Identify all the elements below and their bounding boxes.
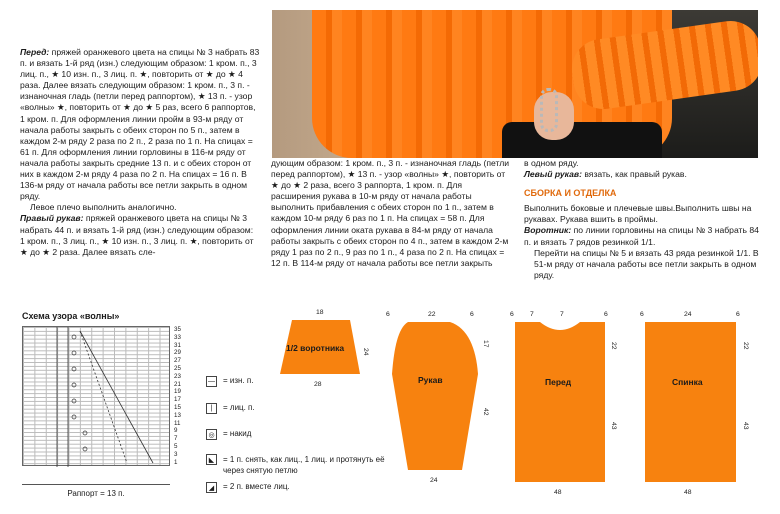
left-sleeve-heading: Левый рукав: — [524, 169, 582, 180]
row-number: 15 — [174, 403, 181, 411]
row-number: 35 — [174, 326, 181, 333]
back-top-mid-dim: 24 — [684, 311, 692, 318]
collar-pattern — [280, 309, 369, 388]
collar-heading: Воротник: — [524, 225, 572, 236]
legend-text: = лиц. п. — [223, 403, 255, 412]
legend-text: = 2 п. вместе лиц. — [223, 482, 290, 491]
sleeve-bottom-dim: 24 — [430, 477, 438, 484]
row-number: 19 — [174, 388, 181, 396]
collar-top-dim: 18 — [316, 309, 324, 316]
row-number: 17 — [174, 396, 181, 404]
back-pattern — [640, 311, 749, 496]
scheme-title: Схема узора «волны» — [22, 311, 120, 321]
front-top-left-dim: 6 — [510, 311, 514, 318]
front-shape — [515, 322, 605, 482]
row-number: 23 — [174, 372, 181, 380]
front-pattern — [510, 311, 617, 496]
row-number: 29 — [174, 349, 181, 357]
collar-text: по линии горловины на спицы № 3 набрать 84 п. и вязать 7 рядов резинкой 1/1. — [524, 225, 759, 247]
sleeve-label: Рукав — [418, 375, 443, 385]
front-label: Перед — [545, 377, 572, 387]
sleeve-top-right-dim: 6 — [470, 311, 474, 318]
collar-side-dim: 24 — [362, 348, 369, 356]
bar-symbol-icon: | — [206, 403, 217, 414]
row-number: 21 — [174, 380, 181, 388]
front-top-right-dim: 6 — [604, 311, 608, 318]
row-number: 31 — [174, 341, 181, 349]
row-number: 25 — [174, 364, 181, 372]
back-side-bottom-dim: 43 — [742, 422, 749, 430]
front-bottom-dim: 48 — [554, 489, 562, 496]
collar-finish-paragraph: Перейти на спицы № 5 и вязать 43 ряда резинкой 1/1. В 51-м ряду от начала работы все петли закрыть в одном ряду. — [534, 247, 759, 280]
right-sleeve-text: пряжей оранжевого цвета на спицы № 3 набрать 44 п. и вязать 1-й ряд (изн.) следующим образом: 1 кром. п., 3 лиц. п., ★ 10 изн. п., 3 лиц. п. ★, повторить от ★ до ★ 2 раза. Далее вязать сле- — [20, 213, 254, 257]
assembly-paragraph: Выполнить боковые и плечевые швы.Выполнить швы на рукавах. Рукава вшить в проймы. — [524, 203, 752, 225]
legend-text: = накид — [223, 429, 252, 438]
circle-symbol-icon: ◎ — [206, 429, 217, 440]
row-number: 1 — [174, 458, 178, 466]
back-side-top-dim: 22 — [742, 342, 749, 350]
triangle-left-symbol-icon: ◢ — [206, 482, 217, 493]
assembly-section-title: СБОРКА И ОТДЕЛКА — [524, 188, 617, 199]
front-neck-dim: 7 — [560, 311, 564, 318]
back-shape — [645, 322, 736, 482]
sleeve-side-top-dim: 17 — [482, 340, 489, 348]
left-sleeve-text: вязать, как правый рукав. — [581, 169, 687, 180]
back-top-left-dim: 6 — [640, 311, 644, 318]
left-shoulder-paragraph: Левое плечо выполнить аналогично. — [30, 202, 177, 213]
row-number: 27 — [174, 357, 181, 365]
sleeve-top-left-dim: 6 — [386, 311, 390, 318]
front-heading: Перед: — [20, 47, 50, 57]
front-side-top-dim: 22 — [610, 342, 617, 350]
back-top-right-dim: 6 — [736, 311, 740, 318]
row-number: 9 — [174, 427, 178, 435]
front-text: пряжей оранжевого цвета на спицы № 3 набрать 83 п. и вязать 1-й ряд (изн.) следующим образом: 1 кром. п., 3 лиц. п., ★ 10 изн. п., 3 лиц. п. ★, повторить от ★ до ★ 4 раза. Далее вязать следующим образом: 1 кром. п., 3 п. - изнаночная гладь (петли перед раппортом), ★ 13 п. - узор «волны» ★, повторить от ★ до ★ 5 раз, всего 6 раппортов, 1 кром. п. Для оформления линии пройм в 93-м ряду от начала работы закрыть с обеих сторон по 5 п., затем в каждом 2-м ряду 2 раза по 2 п., 2 раза по 1 п. На спицах = 61 п. Для оформления линии горловины в 116-м ряду от начала работы закрыть средние 13 п. и с обеих сторон от них в каждом 2-м ряду 4 раза по 2 п. На спицах = 16 п. В 136-м ряду от начала работы все петли закрыть в одном ряду. — [20, 47, 260, 202]
sleeve-side-bottom-dim: 42 — [482, 408, 489, 416]
triangle-right-symbol-icon: ◣ — [206, 454, 217, 465]
legend-text: = 1 п. снять, как лиц., 1 лиц. и протянуть её через снятую петлю — [223, 455, 385, 475]
sleeve-top-mid-dim: 22 — [428, 311, 436, 318]
dash-symbol-icon: — — [208, 378, 215, 385]
back-bottom-dim: 48 — [684, 489, 692, 496]
row-number: 5 — [174, 442, 178, 450]
sleeve-pattern — [386, 311, 489, 484]
legend-text: = изн. п. — [223, 376, 254, 385]
row-number: 33 — [174, 333, 181, 341]
right-sleeve-heading: Правый рукав: — [20, 213, 84, 224]
row-number: 13 — [174, 411, 181, 419]
row-number: 11 — [174, 419, 181, 427]
front-side-bottom-dim: 43 — [610, 422, 617, 430]
sleeve-shape — [392, 322, 478, 470]
collar-label: 1/2 воротника — [286, 343, 345, 353]
front-top-mid-dim: 7 — [530, 311, 534, 318]
row-number: 3 — [174, 450, 178, 458]
row-number: 7 — [174, 435, 178, 443]
collar-bottom-dim: 28 — [314, 381, 322, 388]
back-label: Спинка — [672, 377, 703, 387]
rapport-label: Раппорт = 13 п. — [67, 489, 125, 498]
sleeve-end-paragraph: в одном ряду. — [524, 158, 579, 168]
sleeve-continuation-paragraph: дующим образом: 1 кром. п., 3 п. - изнаночная гладь (петли перед раппортом), ★ 13 п. - узор «волны» ★, повторить от ★ до ★ 2 раза, всего 3 раппорта, 1 кром. п. Для расширения рукава в 10-м ряду от начала работы выполнить прибавления с обеих сторон по 1 п., затем в каждом 10-м ряду 6 раз по 1 п. На спицах = 58 п. Для оформления линии оката рукава в 84-м ряду от начала работы закрыть с обеих сторон по 4 п., затем в каждом 2-м ряду 1 раз по 2 п., 9 раз по 1 п., 4 раза по 2 п. На спицах = 12 п. В 114-м ряду от начала работы все петли закрыть — [271, 158, 510, 268]
